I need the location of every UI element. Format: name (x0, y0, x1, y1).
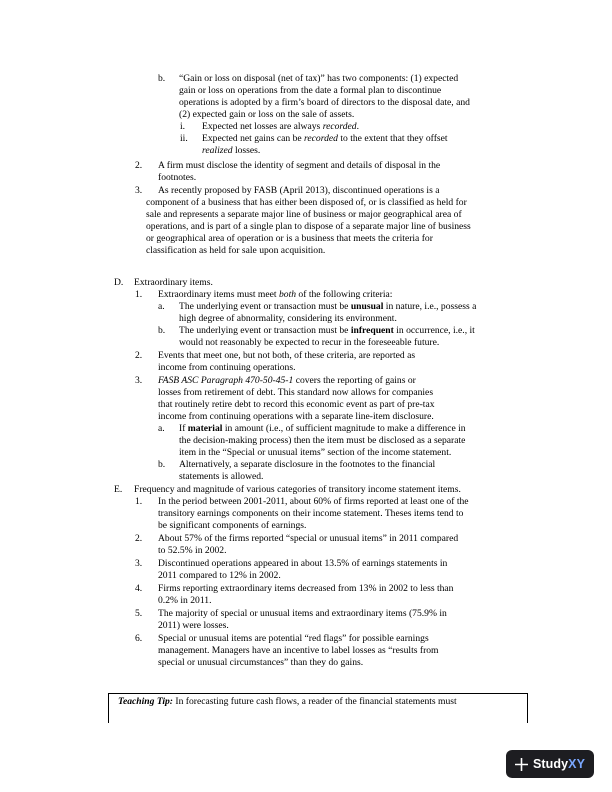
italic-text: recorded (322, 121, 357, 132)
text-line (146, 209, 462, 221)
text-run: Expected net gains can be (202, 133, 305, 144)
text-line (179, 435, 465, 447)
text-run: The underlying event or transaction must be (179, 301, 351, 312)
text-line (202, 145, 260, 157)
list-marker: 1. (135, 496, 143, 507)
text-line (158, 496, 469, 508)
text-line (179, 423, 466, 435)
text-line (179, 109, 354, 121)
list-marker: 3. (135, 375, 143, 386)
studyxy-badge[interactable] (506, 750, 594, 778)
text-line (158, 570, 281, 582)
text-run: item in the “Special or unusual items” section of the income statement. (179, 447, 452, 458)
text-run: footnotes. (158, 172, 197, 183)
text-run: 0.2% in 2011. (158, 595, 212, 606)
italic-text: recorded (304, 133, 338, 144)
text-run: In the period between 2001-2011, about 60% of firms reported at least one of the (158, 496, 469, 507)
text-run: sale and represents a separate major line of business or major geographical area of (146, 209, 462, 220)
text-line (146, 233, 433, 245)
text-run: would not reasonably be expected to recur in the foreseeable future. (179, 337, 440, 348)
list-marker: a. (158, 423, 165, 434)
list-marker: 4. (135, 583, 143, 594)
list-marker: D. (114, 277, 124, 288)
teaching-tip-label: Teaching Tip: (118, 696, 173, 707)
list-marker: 3. (135, 558, 143, 569)
text-line (158, 533, 458, 545)
text-line (158, 375, 416, 387)
list-marker: ii. (180, 133, 188, 144)
text-run: operations is adopted by a firm’s board of directors to the disposal date, and (179, 97, 470, 108)
text-run: 2011) were losses. (158, 620, 229, 631)
teaching-tip (118, 696, 457, 708)
text-line (146, 221, 471, 233)
text-run: income from continuing operations. (158, 362, 296, 373)
text-line (202, 133, 448, 145)
text-line (158, 289, 392, 301)
text-run: or geographical area of operation or is a business that meets the criteria for (146, 233, 433, 244)
text-line (179, 447, 451, 459)
text-line (158, 633, 429, 645)
studyxy-logo-text (533, 757, 585, 771)
text-run: losses from retirement of debt. This standard now allows for companies (158, 387, 434, 398)
text-run: As recently proposed by FASB (April 2013), discontinued operations is a (158, 185, 440, 196)
text-run: Events that meet one, but not both, of these criteria, are reported as (158, 350, 416, 361)
text-line (179, 73, 458, 85)
text-line (158, 583, 453, 595)
text-line (179, 301, 476, 313)
text-line (158, 558, 447, 570)
list-marker: 3. (135, 185, 143, 196)
list-marker: b. (158, 73, 166, 84)
text-run: in nature, i.e., possess a (383, 301, 477, 312)
text-line (158, 350, 415, 362)
text-run: . (356, 121, 360, 132)
text-run: special or unusual circumstances” than they do gains. (158, 657, 364, 668)
text-line (158, 595, 211, 607)
italic-text: realized (202, 145, 233, 156)
list-marker: b. (158, 459, 166, 470)
text-line (158, 172, 196, 184)
text-line (158, 608, 447, 620)
text-run: management. Managers have an incentive to label losses as “results from (158, 645, 439, 656)
text-run: in occurrence, i.e., it (393, 325, 475, 336)
list-marker: a. (158, 301, 165, 312)
text-run: The majority of special or unusual items and extraordinary items (75.9% in (158, 608, 447, 619)
text-line (179, 313, 397, 325)
italic-text: both (278, 289, 297, 300)
brand-accent-text: XY (568, 757, 586, 771)
text-line (158, 657, 363, 669)
text-run: Firms reporting extraordinary items decreased from 13% in 2002 to less than (158, 583, 454, 594)
text-run: transitory earnings components on their income statement. Theses items tend to (158, 508, 464, 519)
text-line (179, 97, 470, 109)
brand-text: Study (532, 757, 569, 771)
text-line (158, 387, 433, 399)
text-run: be significant components of earnings. (158, 520, 307, 531)
text-line (134, 277, 213, 289)
italic-text: FASB ASC Paragraph 470-50-45-1 (158, 375, 294, 386)
text-run: income from continuing operations with a separate line-item disclosure. (158, 411, 434, 422)
list-marker: E. (114, 484, 123, 495)
text-run: losses. (232, 145, 261, 156)
text-run: About 57% of the firms reported “special or unusual items” in 2011 compared (158, 533, 459, 544)
text-run: Expected net losses are always (202, 121, 323, 132)
text-line (146, 245, 325, 257)
text-line (158, 399, 435, 411)
list-marker: b. (158, 325, 166, 336)
text-run: gain or loss on operations from the date a formal plan to discontinue (179, 85, 442, 96)
text-line (158, 411, 434, 423)
text-run: in amount (i.e., of sufficient magnitude to make a difference in (222, 423, 466, 434)
text-line (158, 620, 229, 632)
text-run: (2) expected gain or loss on the sale of assets. (179, 109, 355, 120)
teaching-tip-text: In forecasting future cash flows, a reader of the financial statements must (173, 696, 457, 707)
text-line (202, 121, 359, 133)
text-run: Alternatively, a separate disclosure in the footnotes to the financial (179, 459, 436, 470)
bold-text: infrequent (350, 325, 394, 336)
text-run: “Gain or loss on disposal (net of tax)” has two components: (1) expected (179, 73, 459, 84)
text-run: A firm must disclose the identity of segment and details of disposal in the (158, 160, 441, 171)
text-run: classification as held for sale upon acquisition. (146, 245, 326, 256)
text-run: of the following criteria: (296, 289, 393, 300)
list-marker: 5. (135, 608, 143, 619)
text-line (134, 484, 461, 496)
list-marker: i. (180, 121, 186, 132)
text-line (146, 197, 467, 209)
text-line (179, 85, 441, 97)
text-line (179, 337, 439, 349)
bold-text: unusual (350, 301, 384, 312)
text-run: Frequency and magnitude of various categories of transitory income statement items. (134, 484, 461, 495)
text-run: If (179, 423, 188, 434)
text-line (158, 362, 295, 374)
plus-sparkle-icon (515, 758, 528, 771)
text-line (158, 520, 306, 532)
list-marker: 1. (135, 289, 143, 300)
list-marker: 6. (135, 633, 143, 644)
text-line (158, 185, 439, 197)
text-run: Extraordinary items must meet (158, 289, 279, 300)
text-run: high degree of abnormality, considering its environment. (179, 313, 397, 324)
text-line (179, 459, 435, 471)
text-line (158, 545, 227, 557)
text-line (179, 325, 475, 337)
text-line (158, 645, 439, 657)
text-run: to the extent that they offset (337, 133, 448, 144)
text-run: component of a business that has either been disposed of, or is classified as held for (146, 197, 467, 208)
text-line (179, 471, 263, 483)
text-run: that routinely retire debt to record this economic event as part of pre-tax (158, 399, 435, 410)
list-marker: 2. (135, 160, 143, 171)
bold-text: material (187, 423, 223, 434)
list-marker: 2. (135, 350, 143, 361)
text-line (158, 508, 463, 520)
text-run: the decision-making process) then the item must be disclosed as a separate (179, 435, 466, 446)
text-run: Discontinued operations appeared in about 13.5% of earnings statements in (158, 558, 448, 569)
text-run: Extraordinary items. (134, 277, 213, 288)
text-line (158, 160, 440, 172)
text-run: The underlying event or transaction must be (179, 325, 351, 336)
text-run: operations, and is part of a single plan to dispose of a separate major line of business (146, 221, 471, 232)
text-run: to 52.5% in 2002. (158, 545, 227, 556)
list-marker: 2. (135, 533, 143, 544)
text-run: statements is allowed. (179, 471, 264, 482)
text-run: Special or unusual items are potential “red flags” for possible earnings (158, 633, 429, 644)
text-run: covers the reporting of gains or (293, 375, 416, 386)
text-run: 2011 compared to 12% in 2002. (158, 570, 281, 581)
